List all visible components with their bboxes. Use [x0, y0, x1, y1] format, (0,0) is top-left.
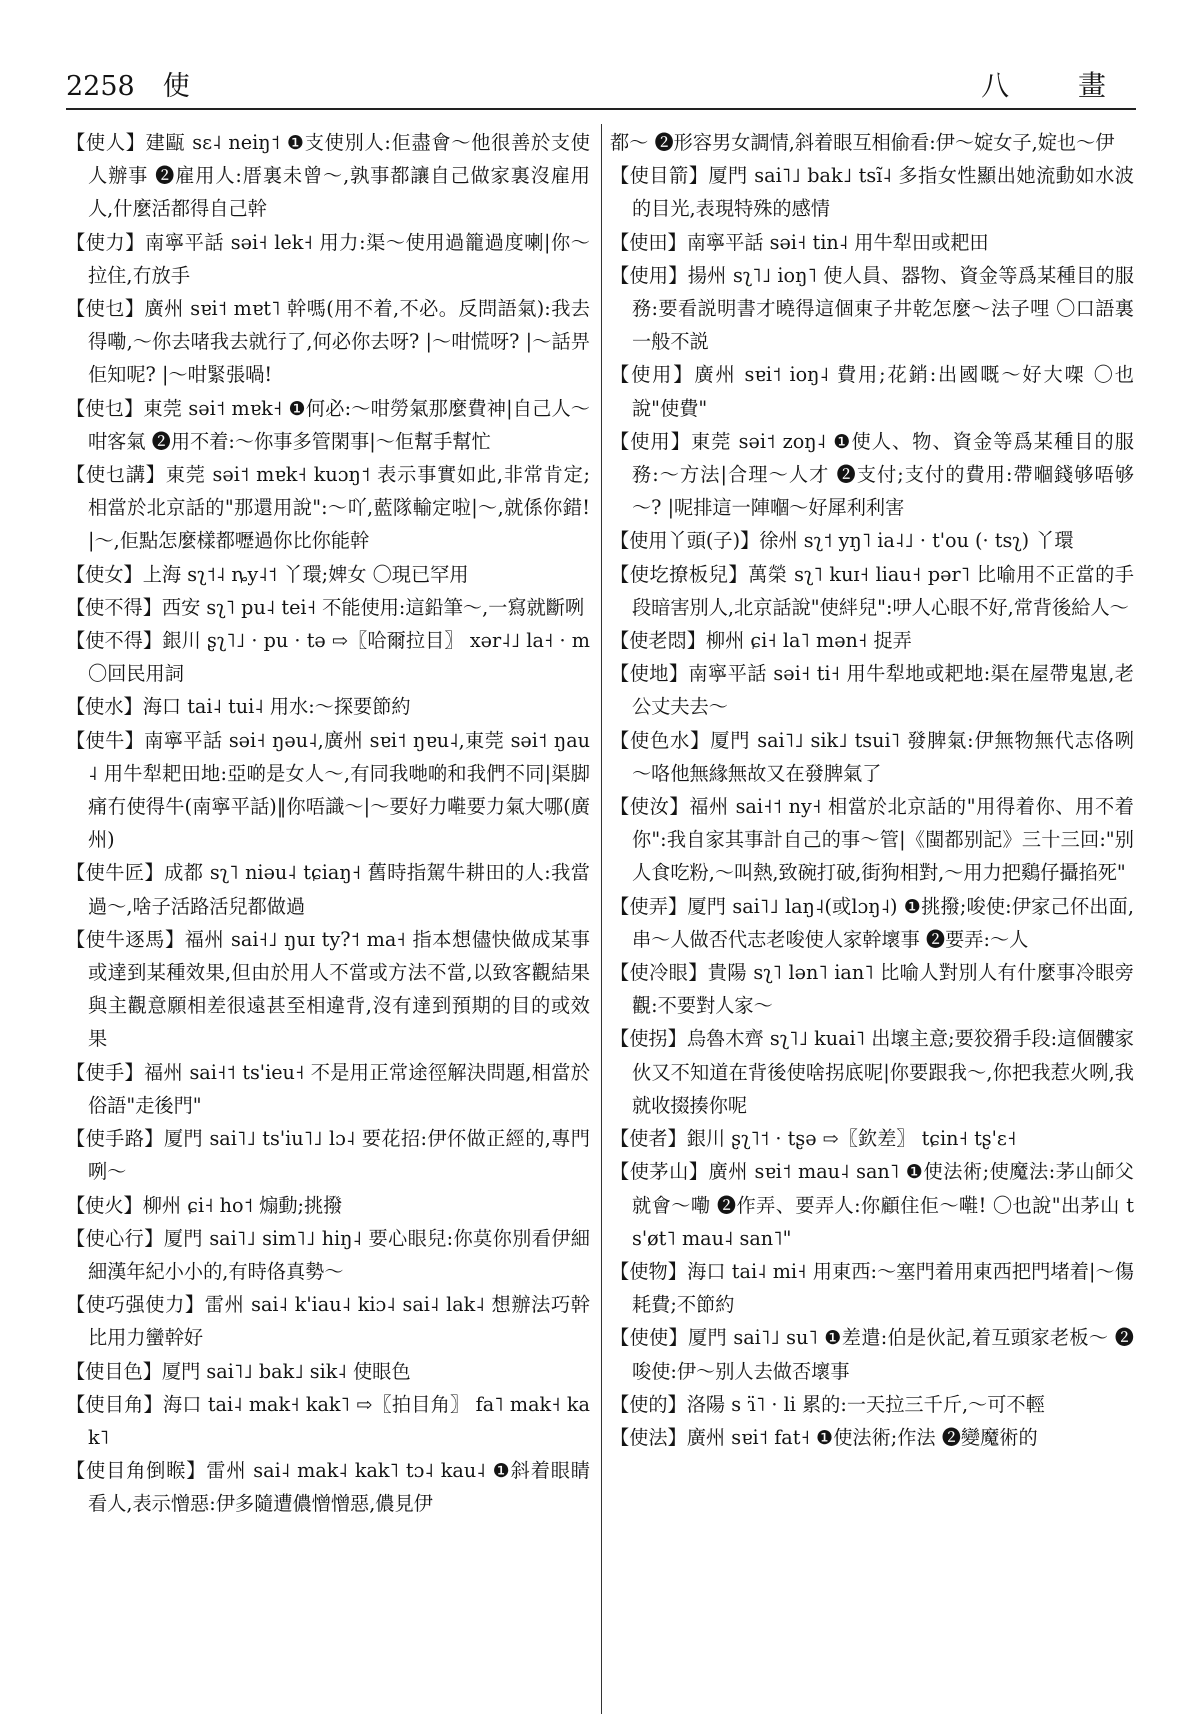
dictionary-entry: 【使目角】海口 tai˨ mak˧ kak˥ ⇨〖拍目角〗 fa˥ mak˧ kak˥: [66, 1392, 590, 1449]
left-column: [66, 126, 590, 1716]
dictionary-entry: 【使汝】福州 sai˧˦ ny˧ 相當於北京話的"用得着你、用不着你":我自家其事計自己的事～管|《閩都别記》三十三回:"别人食吃粉,～叫熱,致碗打破,街狗相對,～用力把鷄仔攝掐死": [610, 795, 1134, 885]
head-character: 使: [162, 71, 190, 102]
dictionary-entry: 【使牛】南寧平話 səi˧ ŋəu˨,廣州 sɐi˦ ŋɐu˨,東莞 səi˦ ŋau˨ 用牛犁耙田地:亞啲是女人～,有同我哋啲和我們不同|渠脚痛冇使得牛(南寧平話)‖你唔識～|～要好力嚡要力氣大哪(廣州): [66, 728, 590, 852]
dictionary-entry: 【使老悶】柳州 ɕi˧ la˥ mən˧ 捉弄: [610, 629, 912, 653]
dictionary-entry: 【使目色】厦門 sai˥˩ bak˩ sik˨ 使眼色: [66, 1359, 411, 1383]
dictionary-entry: 【使地】南寧平話 səi˧ ti˧ 用牛犁地或耙地:渠在屋帶鬼崽,老公丈夫去～: [610, 662, 1134, 719]
dictionary-entry: 【使火】柳州 ɕi˧ ho˦ 煽動;挑撥: [66, 1193, 343, 1217]
header-left: [66, 64, 190, 103]
column-divider: [601, 124, 602, 1714]
section-title: 八 畫: [981, 69, 1136, 102]
dictionary-entry: 【使色水】厦門 sai˥˩ sik˩ tsui˥ 發脾氣:伊無物無代志佫咧～咯他無緣無故又在發脾氣了: [610, 728, 1134, 785]
dictionary-entry: 【使物】海口 tai˨ mi˧ 用東西:～塞門着用東西把門堵着|～傷耗費;不節約: [610, 1259, 1134, 1317]
dictionary-entry: 【使冷眼】貴陽 sʅ˥ lən˥ ian˥ 比喻人對別人有什麼事冷眼旁觀:不要對人家～: [610, 961, 1134, 1018]
right-column: [610, 126, 1134, 1716]
dictionary-entry: 【使者】銀川 ʂʅ˥˦ · tʂə ⇨〖欽差〗 tɕin˧ tʂ'ɛ˧: [610, 1127, 1017, 1151]
dictionary-entry: 【使的】洛陽 s ɿ̈˥ · li 累的:一天拉三千斤,～可不輕: [610, 1392, 1045, 1416]
dictionary-entry: 【使圪撩板兒】萬榮 sʅ˥ kuɪ˧ liau˧ pər˥ 比喻用不正當的手段暗害別人,北京話說"使絆兒":吚人心眼不好,常背後給人～: [610, 562, 1134, 619]
dictionary-entry: 【使用】廣州 sɐi˦ ioŋ˨ 費用;花銷:出國嘅～好大㗎 〇也說"使費": [610, 363, 1134, 420]
dictionary-entry: 【使田】南寧平話 səi˧ tin˨ 用牛犁田或耙田: [610, 230, 989, 254]
dictionary-entry: 【使乜】東莞 səi˦ mɐk˧ ❶何必:～咁勞氣那麼費神|自己人～咁客氣 ❷用不着:～你事多管閑事|～佢幫手幫忙: [66, 396, 590, 453]
dictionary-entry: 【使不得】西安 sʅ˥ pu˨ tei˧ 不能使用:這鉛筆～,一寫就斷咧: [66, 595, 585, 619]
page-header: [66, 64, 1136, 108]
dictionary-entry: 【使目箭】厦門 sai˥˩ bak˩ tsĩ˨ 多指女性顯出她流動如水波的目光,表現特殊的感情: [610, 164, 1134, 221]
header-rule: [66, 108, 1136, 110]
dictionary-entry: 【使手】福州 sai˧˦ ts'ieu˧ 不是用正常途徑解決問題,相當於俗語"走後門": [66, 1060, 590, 1117]
dictionary-entry: 【使牛匠】成都 sʅ˥ niəu˨ tɕiaŋ˧ 舊時指駕牛耕田的人:我當過～,啥子活路活兒都做過: [66, 861, 590, 918]
dictionary-entry: 【使法】廣州 sɐi˦ fat˧ ❶使法術;作法 ❷變魔術的: [610, 1425, 1038, 1449]
dictionary-entry: 【使女】上海 sʅ˦˨ ȵy˨˦ 丫環;婢女 〇現已罕用: [66, 562, 469, 586]
dictionary-entry: 【使人】建甌 sɛ˨ neiŋ˦ ❶支使別人:佢盡會～他很善於支使人辦事 ❷雇用人:厝裏未曾～,孰事都讓自己做家裏沒雇用人,什麼活都得自己幹: [66, 131, 590, 221]
dictionary-entry: 【使不得】銀川 ʂʅ˥˩ · pu · tə ⇨〖哈爾拉目〗 xər˨˩ la˧ · m 〇回民用詞: [66, 629, 590, 686]
dictionary-entry: 【使拐】烏魯木齊 sʅ˥˩ kuai˥ 出壞主意;要狡猾手段:這個髏家伙又不知道在背後使啥拐底呢|你要跟我～,你把我惹火咧,我就收掇揍你呢: [610, 1027, 1134, 1117]
dictionary-entry: 【使目角倒睺】雷州 sai˨ mak˨ kak˥ tɔ˨ kau˨ ❶斜着眼睛看人,表示憎惡:伊多隨遭儂憎憎惡,儂見伊: [66, 1459, 590, 1516]
dictionary-entry: 【使使】厦門 sai˥˩ su˥ ❶差遣:伯是伙記,着互頭家老板～ ❷唆使:伊～别人去做否壞事: [610, 1326, 1134, 1383]
dictionary-entry: 【使弄】厦門 sai˥˩ laŋ˨(或lɔŋ˨) ❶挑撥;唆使:伊家己伓出面,串～人做否代志老唆使人家幹壞事 ❷要弄:～人: [610, 894, 1134, 951]
dictionary-entry: 都～ ❷形容男女調情,斜着眼互相偷看:伊～婝女子,婝也～伊: [610, 131, 1115, 154]
dictionary-entry: 【使乜講】東莞 səi˦ mɐk˧ kuɔŋ˦ 表示事實如此,非常肯定;相當於北京話的"那還用說":～吖,藍隊輸定啦|～,就係你錯! |～,佢點怎麼樣都嚦過你比你能幹: [66, 463, 590, 553]
dictionary-entry: 【使乜】廣州 sɐi˦ mɐt˥ 幹嗎(用不着,不必。反問語氣):我去得嘞,～你去啫我去就行了,何必你去呀? |～咁慌呀? |～話畀佢知呢? |～咁緊張喎!: [66, 297, 590, 387]
dictionary-entry: 【使水】海口 tai˨ tui˨ 用水:～探要節約: [66, 695, 411, 719]
dictionary-entry: 【使手路】厦門 sai˥˩ ts'iu˥˩ lɔ˨ 要花招:伊伓做正經的,專門咧～: [66, 1127, 590, 1184]
dictionary-entry: 【使茅山】廣州 sɐi˦ mau˨ san˥ ❶使法術;使魔法:茅山師父就會～嘞 ❷作弄、要弄人:你顧住佢～嚡! 〇也說"出茅山 ts'øt˥ mau˨ san˥": [610, 1160, 1134, 1250]
dictionary-entry: 【使力】南寧平話 səi˧ lek˧ 用力:渠～使用過籠過度喇|你～拉住,冇放手: [66, 230, 590, 287]
page-number: 2258: [66, 71, 135, 102]
dictionary-entry: 【使巧强使力】雷州 sai˨ k'iau˨ kiɔ˨ sai˨ lak˨ 想辦法巧幹比用力蠻幹好: [66, 1293, 590, 1350]
dictionary-entry: 【使心行】厦門 sai˥˩ sim˥˩ hiŋ˨ 要心眼兒:你莫你別看伊細細漢年紀小小的,有時佫真勢～: [66, 1226, 590, 1283]
dictionary-entry: 【使用丫頭(子)】徐州 sʅ˦ yŋ˥ ia˨˩ · t'ou (· tsʅ) 丫環: [610, 529, 1074, 553]
dictionary-entry: 【使用】揚州 sʅ˥˩ ioŋ˥ 使人員、器物、資金等爲某種目的服務:要看説明書才曉得這個東子井乾怎麼～法子哩 〇口語裏一般不説: [610, 263, 1134, 354]
dictionary-entry: 【使牛逐馬】福州 sai˧˩ ŋuɪ ty?˦ ma˧ 指本想儘快做成某事或達到某種效果,但由於用人不當或方法不當,以致客觀結果與主觀意願相差很遠甚至相違背,沒有達到預期的目的或效果: [66, 927, 590, 1051]
dictionary-entry: 【使用】東莞 səi˦ zoŋ˨ ❶使人、物、資金等爲某種目的服務:～方法|合理～人才 ❷支付;支付的費用:帶嗰錢够唔够～? |呢排這一陣嗰～好犀利利害: [610, 429, 1134, 520]
